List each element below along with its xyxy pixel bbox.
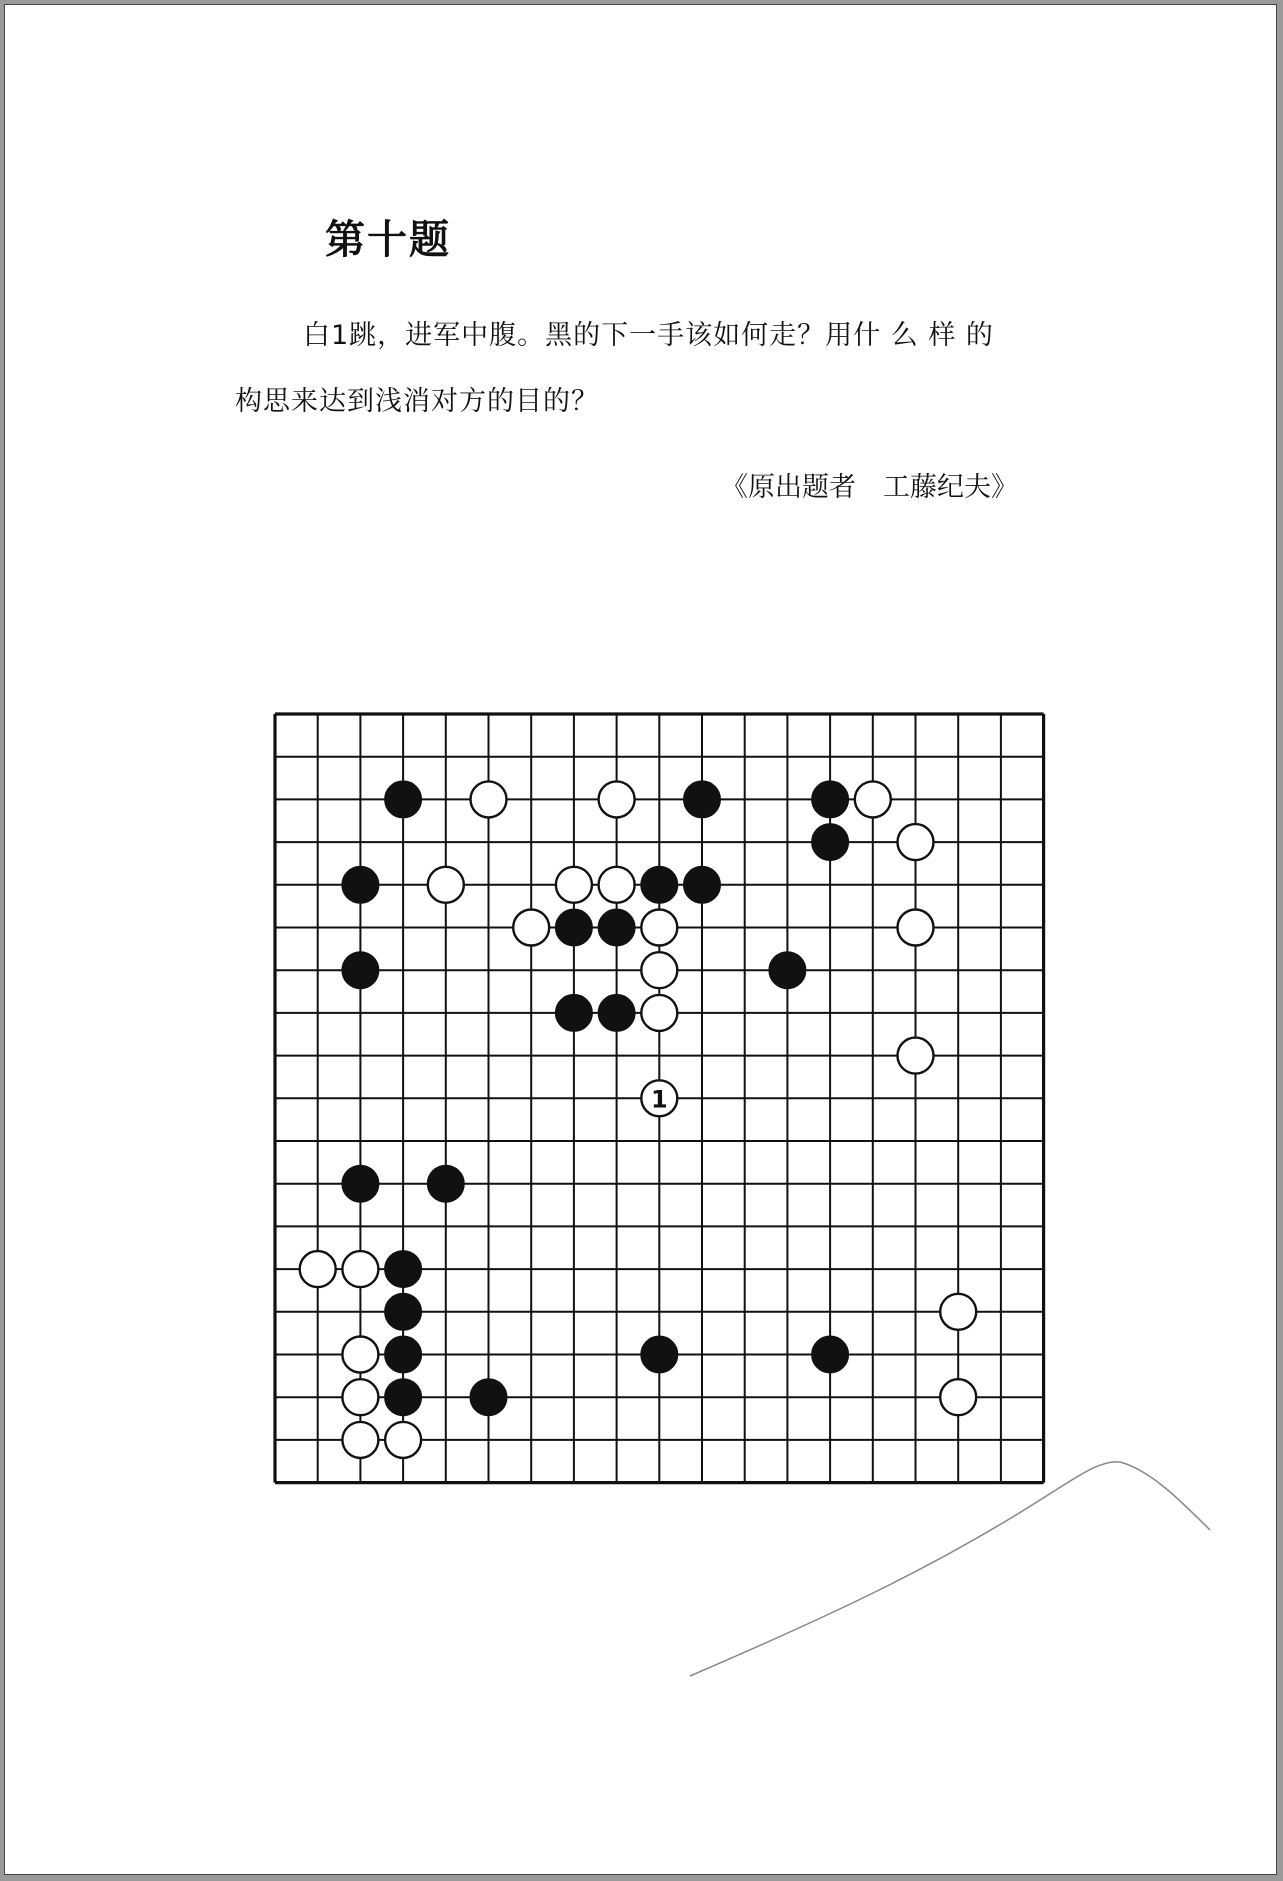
black-stone bbox=[471, 1379, 507, 1415]
stone-move-label: 1 bbox=[650, 1085, 668, 1114]
problem-credit: 《原出题者 工藤纪夫》 bbox=[721, 472, 1018, 503]
black-stone bbox=[385, 781, 421, 817]
white-stone bbox=[342, 1379, 378, 1415]
white-stone bbox=[513, 910, 549, 946]
black-stone bbox=[385, 1251, 421, 1287]
white-stone bbox=[300, 1251, 336, 1287]
black-stone bbox=[385, 1294, 421, 1330]
black-stone bbox=[342, 867, 378, 903]
black-stone bbox=[641, 1337, 677, 1373]
black-stone bbox=[428, 1166, 464, 1202]
black-stone bbox=[385, 1379, 421, 1415]
black-stone bbox=[342, 1166, 378, 1202]
scan-artifact-line bbox=[690, 1462, 1210, 1676]
problem-text-line2: 构思来达到浅消对方的目的？ bbox=[235, 386, 599, 417]
white-stone bbox=[471, 781, 507, 817]
black-stone bbox=[684, 781, 720, 817]
black-stone bbox=[599, 910, 635, 946]
white-stone bbox=[855, 781, 891, 817]
black-stone bbox=[812, 824, 848, 860]
white-stone bbox=[940, 1379, 976, 1415]
white-stone bbox=[940, 1294, 976, 1330]
black-stone bbox=[641, 867, 677, 903]
white-stone bbox=[898, 824, 934, 860]
black-stone bbox=[812, 1337, 848, 1373]
black-stone bbox=[556, 995, 592, 1031]
white-stone bbox=[342, 1422, 378, 1458]
white-stone bbox=[599, 867, 635, 903]
black-stone bbox=[812, 781, 848, 817]
problem-text-line1: 白1跳，进军中腹。黑的下一手该如何走？用什 么 样 的 bbox=[303, 320, 994, 351]
black-stone bbox=[684, 867, 720, 903]
white-stone bbox=[385, 1422, 421, 1458]
white-stone bbox=[898, 910, 934, 946]
black-stone bbox=[385, 1337, 421, 1373]
white-stone bbox=[898, 1038, 934, 1074]
white-stone bbox=[428, 867, 464, 903]
white-stone bbox=[641, 910, 677, 946]
black-stone bbox=[599, 995, 635, 1031]
white-stone bbox=[641, 952, 677, 988]
black-stone bbox=[342, 952, 378, 988]
black-stone bbox=[556, 910, 592, 946]
white-stone bbox=[556, 867, 592, 903]
white-stone bbox=[641, 995, 677, 1031]
black-stone bbox=[769, 952, 805, 988]
white-stone bbox=[342, 1251, 378, 1287]
white-stone bbox=[342, 1337, 378, 1373]
problem-title: 第十题 bbox=[325, 217, 451, 263]
white-stone bbox=[599, 781, 635, 817]
